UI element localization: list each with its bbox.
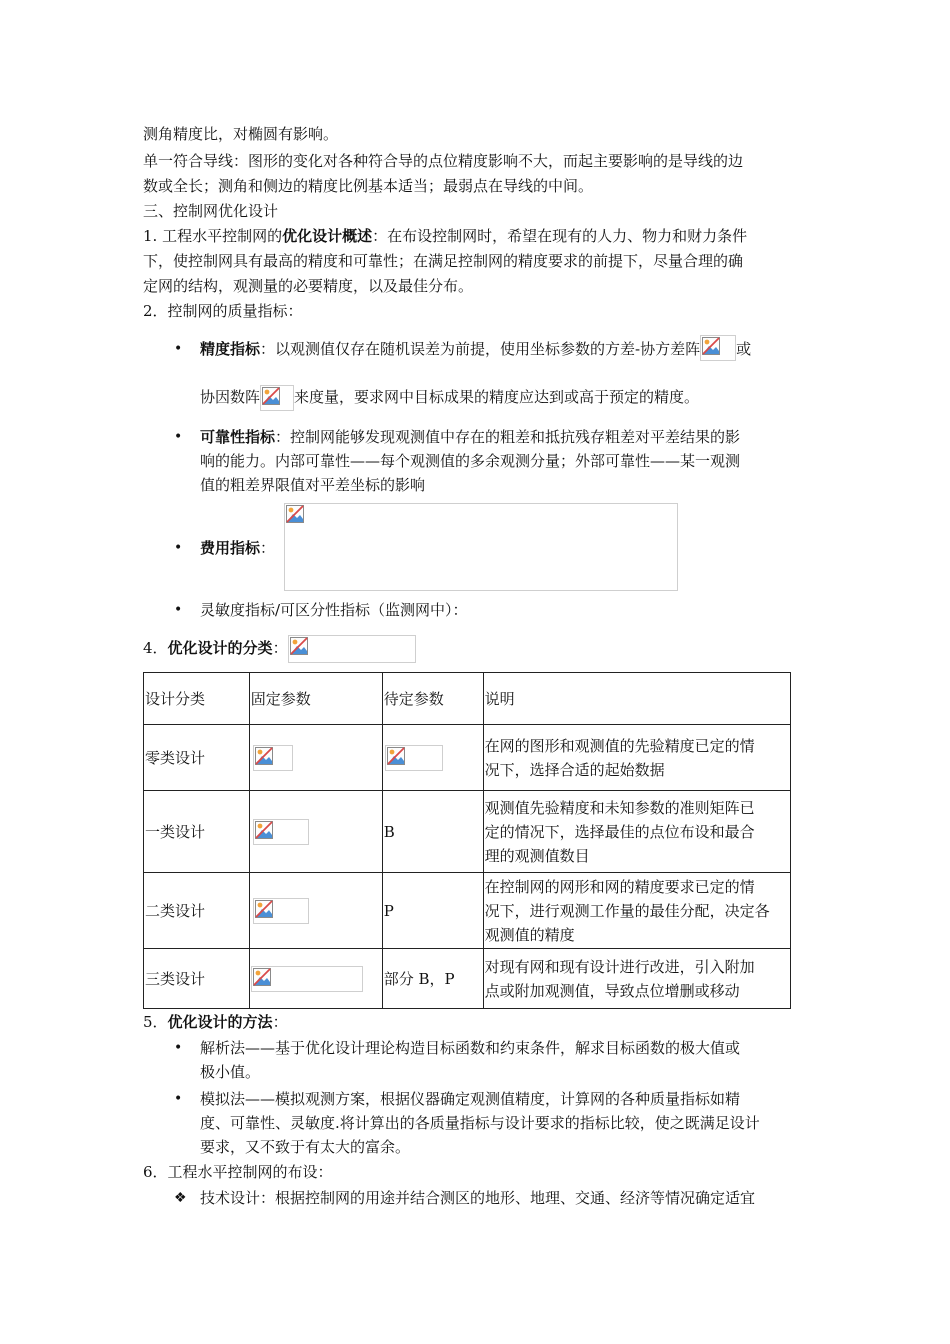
table-cell: 部分 B，P	[382, 949, 483, 1009]
broken-image-icon	[700, 335, 736, 361]
broken-image-icon	[253, 745, 293, 771]
section-heading: 6．工程水平控制网的布设：	[143, 1163, 333, 1181]
bullet-icon: •	[174, 540, 183, 556]
bold-term: 优化设计概述	[282, 227, 373, 245]
bullet-icon: •	[174, 1091, 183, 1107]
broken-image-icon	[251, 966, 363, 992]
table-cell	[249, 873, 382, 949]
reliability-line: 响的能力。内部可靠性——每个观测值的多余观测分量；外部可靠性——某一观测	[200, 452, 741, 470]
tech-design-line: 技术设计：根据控制网的用途并结合测区的地形、地理、交通、经济等情况确定适宜	[200, 1189, 756, 1207]
sensitivity-index: 灵敏度指标/可区分性指标（监测网中）：	[200, 601, 468, 619]
table-header: 说明	[483, 673, 790, 725]
section-heading: 5．优化设计的方法：	[143, 1013, 288, 1031]
design-classification-table	[143, 672, 791, 1009]
paragraph-line: 定网的结构，观测量的必要精度，以及最佳分布。	[143, 277, 474, 295]
broken-image-icon	[260, 385, 294, 411]
precision-index: 精度指标：以观测值仅存在随机误差为前提，使用坐标参数的方差-协方差阵 或	[200, 337, 751, 363]
method-line: 模拟法——模拟观测方案，根据仪器确定观测值精度，计算网的各种质量指标如精	[200, 1090, 741, 1108]
precision-index-cont: 协因数阵 来度量，要求网中目标成果的精度应达到或高于预定的精度。	[200, 385, 699, 411]
paragraph-line: 1. 工程水平控制网的优化设计概述：在布设控制网时，希望在现有的人力、物力和财力条件	[143, 227, 748, 245]
table-cell: 三类设计	[144, 949, 250, 1009]
broken-image-icon	[253, 819, 309, 845]
text-line: 单一符合导线：图形的变化对各种符合导的点位精度影响不大，而起主要影响的是导线的边	[143, 152, 744, 170]
reliability-line: 值的粗差界限值对平差坐标的影响	[200, 476, 426, 494]
method-line: 度、可靠性、灵敏度.将计算出的各质量指标与设计要求的指标比较，使之既满足设计	[200, 1114, 760, 1132]
table-header: 固定参数	[249, 673, 382, 725]
table-header: 设计分类	[144, 673, 250, 725]
paragraph-line: 下，使控制网具有最高的精度和可靠性；在满足控制网的精度要求的前提下，尽量合理的确	[143, 252, 744, 270]
bullet-icon: •	[174, 429, 183, 445]
table-cell: 在网的图形和观测值的先验精度已定的情 况下，选择合适的起始数据	[483, 725, 790, 791]
table-cell: 对现有网和现有设计进行改进，引入附加 点或附加观测值，导致点位增删或移动	[483, 949, 790, 1009]
bullet-icon: •	[174, 341, 183, 357]
section-heading: 2．控制网的质量指标：	[143, 302, 303, 320]
table-cell: B	[382, 791, 483, 873]
table-cell: 零类设计	[144, 725, 250, 791]
table-cell	[249, 949, 382, 1009]
table-row	[144, 873, 791, 949]
text-line: 测角精度比，对椭圆有影响。	[143, 125, 339, 143]
reliability-index: 可靠性指标：控制网能够发现观测值中存在的粗差和抵抗残存粗差对平差结果的影	[200, 428, 741, 446]
broken-image-icon	[253, 898, 309, 924]
method-line: 要求，又不致于有太大的富余。	[200, 1138, 411, 1156]
table-cell	[249, 791, 382, 873]
table-cell: 在控制网的网形和网的精度要求已定的情 况下，进行观测工作量的最佳分配，决定各 观测值的精度	[483, 873, 790, 949]
method-line: 解析法——基于优化设计理论构造目标函数和约束条件，解求目标函数的极大值或	[200, 1039, 741, 1057]
bullet-icon: •	[174, 602, 183, 618]
table-row	[144, 725, 791, 791]
diamond-bullet-icon: ❖	[174, 1190, 187, 1206]
text-line: 数或全长；测角和侧边的精度比例基本适当；最弱点在导线的中间。	[143, 177, 594, 195]
method-line: 极小值。	[200, 1063, 261, 1081]
table-cell: 一类设计	[144, 791, 250, 873]
broken-image-icon	[284, 503, 678, 591]
table-header: 待定参数	[382, 673, 483, 725]
table-cell: 二类设计	[144, 873, 250, 949]
section-heading: 三、控制网优化设计	[143, 202, 279, 220]
table-cell: P	[382, 873, 483, 949]
cost-index: 费用指标：	[200, 539, 276, 557]
table-cell: 观测值先验精度和未知参数的准则矩阵已 定的情况下，选择最佳的点位布设和最合 理的观测值数目	[483, 791, 790, 873]
bullet-icon: •	[174, 1040, 183, 1056]
table-cell	[249, 725, 382, 791]
table-cell	[382, 725, 483, 791]
broken-image-icon	[385, 745, 443, 771]
table-header-row	[144, 673, 791, 725]
table-row	[144, 949, 791, 1009]
table-row	[144, 791, 791, 873]
section-heading: 4．优化设计的分类：	[143, 635, 416, 663]
broken-image-icon	[288, 635, 416, 663]
